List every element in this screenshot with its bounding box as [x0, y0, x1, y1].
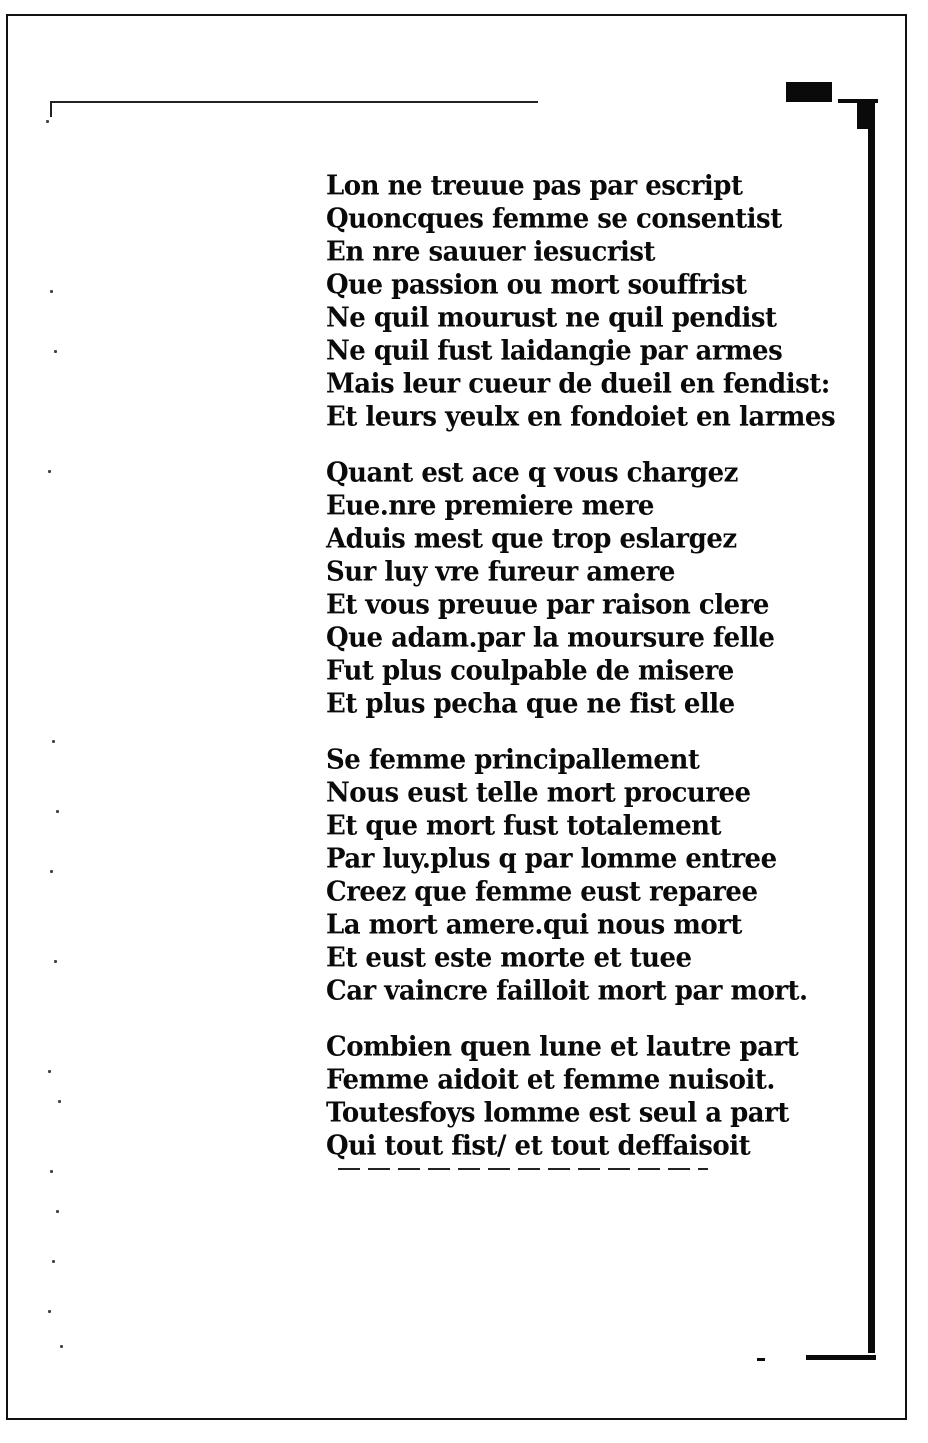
speck	[48, 1310, 51, 1313]
verse-line: En nre sauuer iesucrist	[326, 236, 656, 268]
right-binding-edge	[868, 103, 875, 1353]
bottom-text-noise	[338, 1168, 708, 1170]
speck	[54, 350, 57, 353]
verse-line: Creez que femme eust reparee	[326, 876, 758, 908]
verse-line: Femme aidoit et femme nuisoit.	[326, 1064, 775, 1096]
verse-line: Par luy.plus q par lomme entree	[326, 843, 777, 875]
verse-line: Quoncques femme se consentist	[326, 203, 782, 235]
speck	[48, 470, 51, 473]
verse-line: Combien quen lune et lautre part	[326, 1031, 799, 1063]
verse-line: Et plus pecha que ne fist elle	[326, 688, 735, 720]
bottom-right-mark	[806, 1355, 876, 1360]
stanza-4	[326, 1031, 799, 1163]
stanza-gap	[326, 1008, 786, 1031]
bottom-dash-mark	[757, 1358, 765, 1361]
stanza-gap	[326, 721, 786, 744]
verse-line: Et eust este morte et tuee	[326, 942, 692, 974]
speck	[56, 810, 59, 813]
stanza-gap	[326, 434, 786, 457]
verse-line: Quant est ace q vous chargez	[326, 457, 738, 489]
verse-line: Que passion ou mort souffrist	[326, 269, 747, 301]
speck	[46, 120, 49, 123]
verse-line: Et leurs yeulx en fondoiet en larmes	[326, 401, 836, 433]
verse-line: Fut plus coulpable de misere	[326, 655, 734, 687]
verse-line: Lon ne treuue pas par escript	[326, 170, 743, 202]
speck	[58, 1100, 61, 1103]
verse-line: Qui tout fist/ et tout deffaisoit	[326, 1130, 751, 1162]
verse-line: Que adam.par la moursure felle	[326, 622, 775, 654]
edge-tab-mark	[786, 82, 832, 102]
verse-line: Aduis mest que trop eslargez	[326, 523, 737, 555]
poem-text-block	[326, 170, 836, 1163]
page-frame-top	[6, 14, 906, 16]
speck	[50, 1170, 53, 1173]
speck	[56, 1210, 59, 1213]
left-margin-speckles	[42, 110, 82, 1360]
stanza-1	[326, 170, 836, 434]
verse-line: Se femme principallement	[326, 744, 700, 776]
top-margin-rule	[50, 101, 538, 103]
page-frame-bottom	[6, 1418, 907, 1420]
verse-line: Eue.nre premiere mere	[326, 490, 654, 522]
stanza-2	[326, 457, 786, 721]
speck	[50, 870, 53, 873]
verse-line: Et vous preuue par raison clere	[326, 589, 769, 621]
verse-line: Toutesfoys lomme est seul a part	[326, 1097, 789, 1129]
page-frame-left	[6, 14, 8, 1419]
speck	[52, 740, 55, 743]
verse-line: Mais leur cueur de dueil en fendist:	[326, 368, 830, 400]
speck	[48, 1070, 51, 1073]
speck	[60, 1345, 63, 1348]
stanza-3	[326, 744, 808, 1008]
speck	[50, 290, 53, 293]
speck	[52, 1260, 55, 1263]
verse-line: Ne quil fust laidangie par armes	[326, 335, 783, 367]
verse-line: Et que mort fust totalement	[326, 810, 722, 842]
page-frame-right	[905, 14, 907, 1419]
verse-line: Ne quil mourust ne quil pendist	[326, 302, 777, 334]
verse-line: Sur luy vre fureur amere	[326, 556, 675, 588]
verse-line: La mort amere.qui nous mort	[326, 909, 742, 941]
verse-line: Car vaincre failloit mort par mort.	[326, 975, 808, 1007]
verse-line: Nous eust telle mort procuree	[326, 777, 751, 809]
speck	[54, 960, 57, 963]
